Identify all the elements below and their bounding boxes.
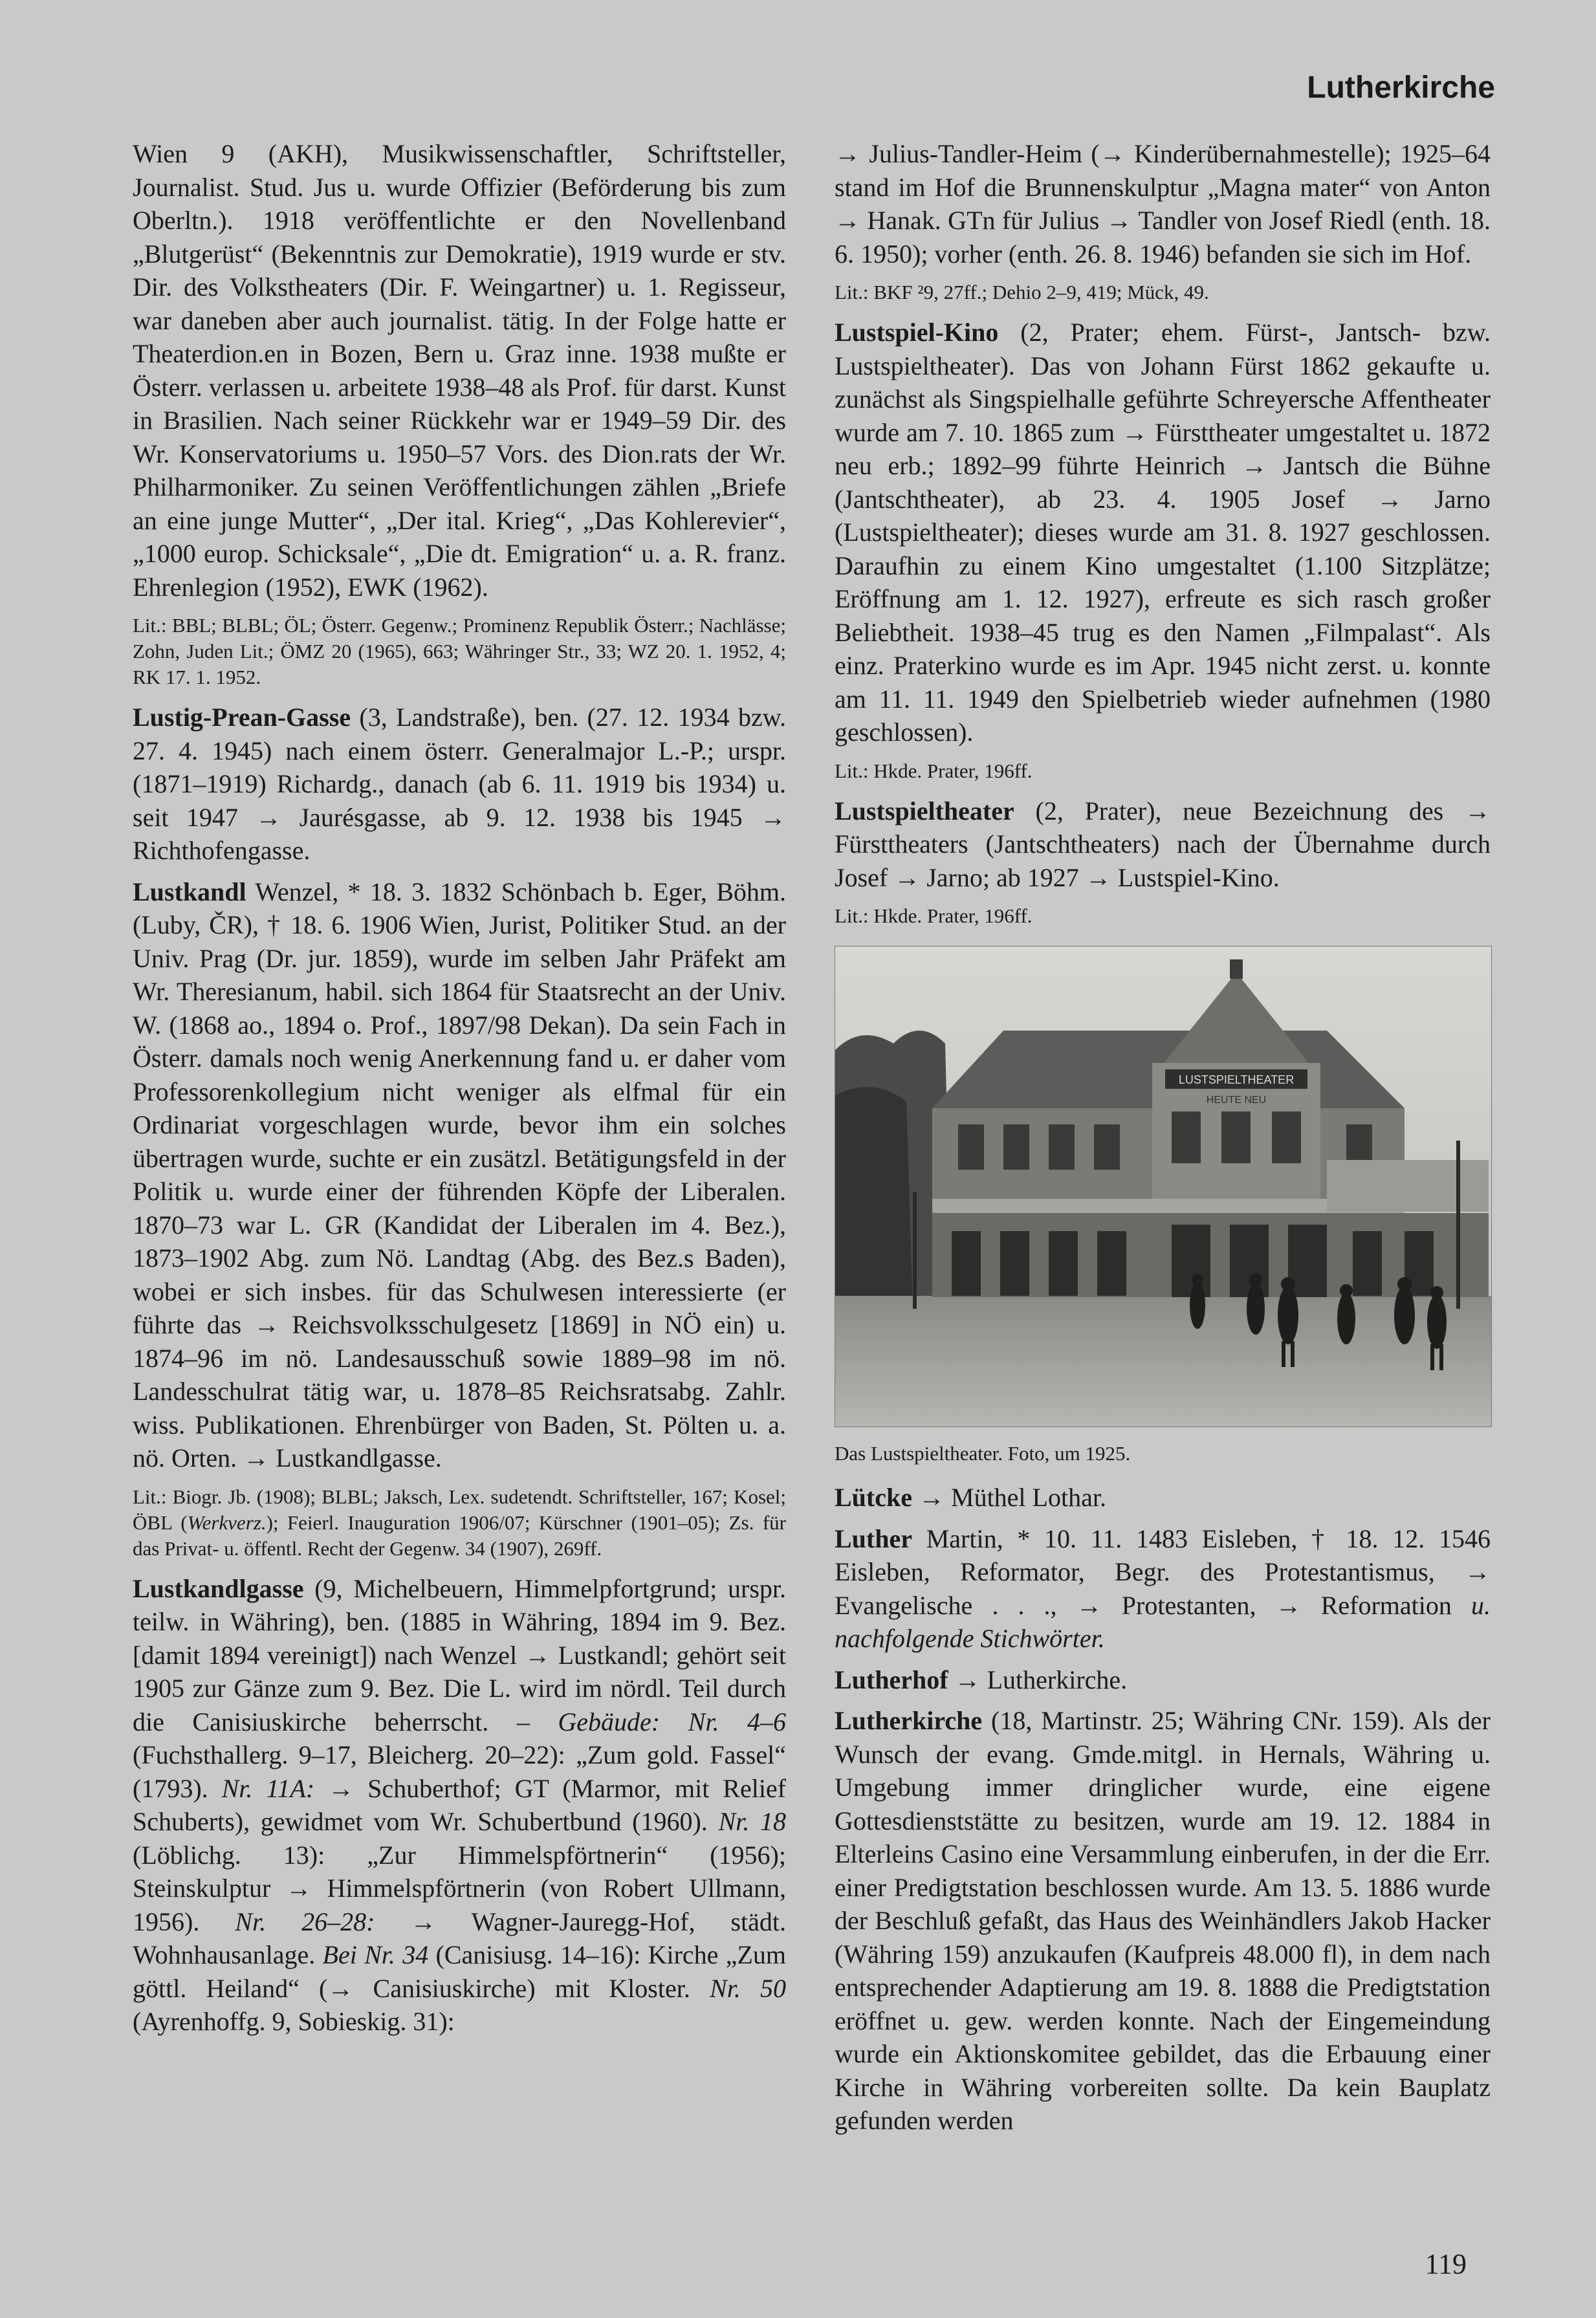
entry-text: (Canisiusg. 14–16): Kirche „Zum göttl. Heiland“ (→ Canisiuskirche) mit Kloster. [133, 1940, 786, 2003]
entry-text: (3, Landstraße), ben. (27. 12. 1934 bzw. 27. 4. 1945) nach einem österr. Generalmajor L.-P.; urspr. (1871–1919) Richardg., danach (ab 6. 11. 1919 bis 1934) u. seit 1947 → Jaurésgasse, ab 9. 12. 1938 bis 1945 → Richthofengasse. [133, 703, 786, 865]
entry-text: → Lutherkirche. [948, 1665, 1128, 1694]
entry-italic: Nr. 18 [718, 1807, 787, 1836]
entry-lutherkirche [835, 1704, 1491, 2138]
page-number: 119 [1425, 2248, 1467, 2280]
entry-lustkandlgasse [133, 1572, 786, 2039]
headword: Lutherkirche [835, 1706, 983, 1735]
literature-note: Lit.: Hkde. Prater, 196ff. [835, 904, 1033, 927]
headword: Lustspieltheater [835, 796, 1014, 826]
entry-lustig-prean-gasse [133, 701, 786, 868]
paragraph-continued: Wien 9 (AKH), Musikwissenschaftler, Schriftsteller, Journalist. Stud. Jus u. wurde Offizier (Beförderung bis zum Oberltn.). 1918 veröffentlichte er den Novellenband „Blutgerüst“ (Bekenntnis zur Demokratie), 1919 wurde er stv. Dir. des Volkstheaters (Dir. F. Weingartner) u. 1. Regisseur, war daneben aber auch journalist. tätig. In der Folge hatte er Theaterdion.en in Bozen, Bern u. Graz inne. 1938 mußte er Österr. verlassen u. arbeitete 1938–48 als Prof. für darst. Kunst in Brasilien. Nach seiner Rückkehr war er 1949–59 Dir. des Wr. Konservatoriums u. 1950–57 Vors. des Dion.rats der Wr. Philharmoniker. Zu seinen Veröffentlichungen zählen „Briefe an eine junge Mutter“, „Der ital. Krieg“, „Das Kohlerevier“, „1000 europ. Schicksale“, „Die dt. Emigration“ u. a. R. franz. Ehrenlegion (1952), EWK (1962). [133, 139, 786, 602]
sign-text-top: LUSTSPIELTHEATER [1178, 1073, 1295, 1086]
left-column [133, 137, 786, 2046]
entry-text: (Löblichg. 13): „Zur Himmelspförtnerin“ (1956); Steinskulptur → Himmelspförtnerin (von Robert Ullmann, 1956). [133, 1840, 786, 1936]
paragraph-continued: → Julius-Tandler-Heim (→ Kinderübernahmestelle); 1925–64 stand im Hof die Brunnenskulptur „Magna mater“ von Anton → Hanak. GTn für Julius → Tandler von Josef Riedl (enth. 18. 6. 1950); vorher (enth. 26. 8. 1946) befanden sie sich im Hof. [835, 139, 1491, 268]
literature-note: Lit.: BKF ²9, 27ff.; Dehio 2–9, 419; Mück, 49. [835, 281, 1209, 303]
entry-text: (2, Prater; ehem. Fürst-, Jantsch- bzw. Lustspieltheater). Das von Johann Fürst 1862 gekaufte u. zunächst als Singspielhalle geführte Schreyersche Affentheater wurde am 7. 10. 1865 zum → Fürsttheater umgestaltet u. 1872 neu erb.; 1892–99 führte Heinrich → Jantsch die Bühne (Jantschtheater), ab 23. 4. 1905 Josef → Jarno (Lustspieltheater); dieses wurde am 31. 8. 1927 geschlossen. Daraufhin zu einem Kino umgestaltet (1.100 Sitzplätze; Eröffnung am 1. 12. 1927), erfreute es sich rasch großer Beliebtheit. 1938–45 trug es den Namen „Filmpalast“. Als einz. Praterkino wurde es im Apr. 1945 nicht zerst. u. konnte am 11. 11. 1949 den Spielbetrieb wieder aufnehmen (1980 geschlossen). [835, 318, 1491, 747]
entry-text: → Schuberthof; GT (Marmor, mit Relief Schuberts), gewidmet vom Wr. Schubertbund (1960). [133, 1773, 786, 1836]
headword: Lutherhof [835, 1665, 948, 1694]
figure [835, 946, 1491, 1467]
entry-luetcke [835, 1481, 1491, 1514]
entry-text: (Fuchsthallerg. 9–17, Bleicherg. 20–22): „Zum gold. Fassel“ (1793). [133, 1740, 786, 1803]
headword: Lustkandl [133, 877, 246, 906]
right-column [835, 137, 1491, 2145]
lit-text: Lit.: Biogr. Jb. (1908); BLBL; Jaksch, Lex. sudetendt. Schriftsteller, 167; Kosel; ÖBL ( [133, 1485, 786, 1534]
entry-text: Wenzel, * 18. 3. 1832 Schönbach b. Eger, Böhm. (Luby, ČR), † 18. 6. 1906 Wien, Jurist, Politiker Stud. an der Univ. Prag (Dr. jur. 1859), wurde im selben Jahr Präfekt am Wr. Theresianum, habil. sich 1864 für Staatsrecht an der Univ. W. (1868 ao., 1894 o. Prof., 1897/98 Dekan). Da sein Fach in Österr. damals noch wenig Anerkennung fand u. er daher vom Professorenkollegium nicht weniger als elfmal für ein Ordinariat vorgeschlagen wurde, bevor ihm ein solches übertragen wurde, suchte er ein zusätzl. Betätigungsfeld in der Politik u. wurde einer der führenden Köpfe der Liberalen. 1870–73 war L. GR (Kandidat der Liberalen im 4. Bez.), 1873–1902 Abg. zum Nö. Landtag (Abg. des Bez.s Baden), wobei er sich insbes. für das Schulwesen interessierte (er führte das → Reichsvolksschulgesetz [1869] in NÖ ein) u. 1874–96 im nö. Landesausschuß sowie 1889–98 im nö. Landesschulrat tätig war, u. 1878–85 Reichsratsabg. Zahlr. wiss. Publikationen. Ehrenbürger von Baden, St. Pölten u. a. nö. Orten. → Lustkandlgasse. [133, 877, 786, 1472]
lit-italic: Werkverz. [187, 1511, 267, 1534]
headword: Lustig-Prean-Gasse [133, 703, 351, 732]
sign-text-bottom: HEUTE NEU [1206, 1095, 1267, 1106]
entry-text: (Ayrenhoffg. 9, Sobieskig. 31): [133, 2007, 455, 2036]
figure-caption: Das Lustspieltheater. Foto, um 1925. [835, 1442, 1131, 1465]
entry-text: (18, Martinstr. 25; Währing CNr. 159). Als der Wunsch der evang. Gmde.mitgl. in Hernals, Währing u. Umgebung immer dringlicher wurde, eine eigene Gottesdienststätte zu besitzen, wurde am 19. 12. 1884 in Elterleins Casino eine Versammlung einberufen, in der die Err. einer Predigtstation beschlossen wurde. Am 13. 5. 1886 wurde der Beschluß gefaßt, das Haus des Weinhändlers Jakob Hacker (Währing 159) anzukaufen (Kaufpreis 48.000 fl), in dem nach entsprechender Adaptierung am 19. 8. 1888 die Predigtstation eröffnet u. gew. werden konnte. Nach der Eingemeindung wurde ein Aktionskomitee gebildet, das die Erbauung einer Kirche in Währing vorbereiten sollte. Da kein Bauplatz gefunden werden [835, 1706, 1491, 2135]
running-head: Lutherkirche [1307, 71, 1495, 105]
literature-note: Lit.: BBL; BLBL; ÖL; Österr. Gegenw.; Prominenz Republik Österr.; Nachlässe; Zohn, Juden Lit.; ÖMZ 20 (1965), 663; Währinger Str., 33; WZ 20. 1. 1952, 4; RK 17. 1. 1952. [133, 614, 786, 688]
lustspieltheater-photo [835, 946, 1492, 1427]
entry-text: → Müthel Lothar. [912, 1483, 1106, 1512]
entry-italic: Nr. 50 [710, 1973, 786, 2003]
literature-note: Lit.: Hkde. Prater, 196ff. [835, 759, 1033, 782]
entry-italic: Bei Nr. 34 [322, 1940, 429, 1969]
lit-text: ); Feierl. Inauguration 1906/07; Kürschner (1901–05); Zs. für das Privat- u. öffentl. Recht der Gegenw. 34 (1907), 269ff. [133, 1511, 786, 1560]
entry-lustspieltheater [835, 794, 1491, 895]
entry-italic: u. nachfolgende Stichwörter. [835, 1590, 1491, 1653]
entry-lutherhof [835, 1663, 1491, 1697]
entry-text: Martin, * 10. 11. 1483 Eisleben, † 18. 12. 1546 Eisleben, Reformator, Begr. des Protestantismus, → Evangelische . . ., → Protestanten, → Reformation [835, 1524, 1491, 1620]
headword: Lustkandlgasse [133, 1573, 304, 1603]
literature-note [133, 1484, 786, 1562]
headword: Lustspiel-Kino [835, 318, 999, 347]
headword: Luther [835, 1524, 912, 1553]
entry-lustspiel-kino [835, 316, 1491, 749]
entry-italic: Nr. 11A: [221, 1773, 315, 1803]
entry-text: → Wagner-Jauregg-Hof, städt. Wohnhausanlage. [133, 1907, 786, 1969]
entry-text: (2, Prater), neue Bezeichnung des → Fürsttheaters (Jantschtheaters) nach der Übernahme durch Josef → Jarno; ab 1927 → Lustspiel-Kino. [835, 796, 1491, 892]
entry-italic: Nr. 26–28: [235, 1907, 375, 1936]
entry-text: (9, Michelbeuern, Himmelpfortgrund; urspr. teilw. in Währing), ben. (1885 in Währing, 1894 im 9. Bez. [damit 1894 vereinigt]) nach Wenzel → Lustkandl; gehört seit 1905 zur Gänze zum 9. Bez. Die L. wird im nördl. Teil durch die Canisiuskirche beherrscht. – [133, 1573, 786, 1736]
entry-italic: Gebäude: Nr. 4–6 [558, 1707, 786, 1736]
headword: Lütcke [835, 1483, 912, 1512]
entry-luther [835, 1522, 1491, 1656]
entry-lustkandl [133, 875, 786, 1475]
